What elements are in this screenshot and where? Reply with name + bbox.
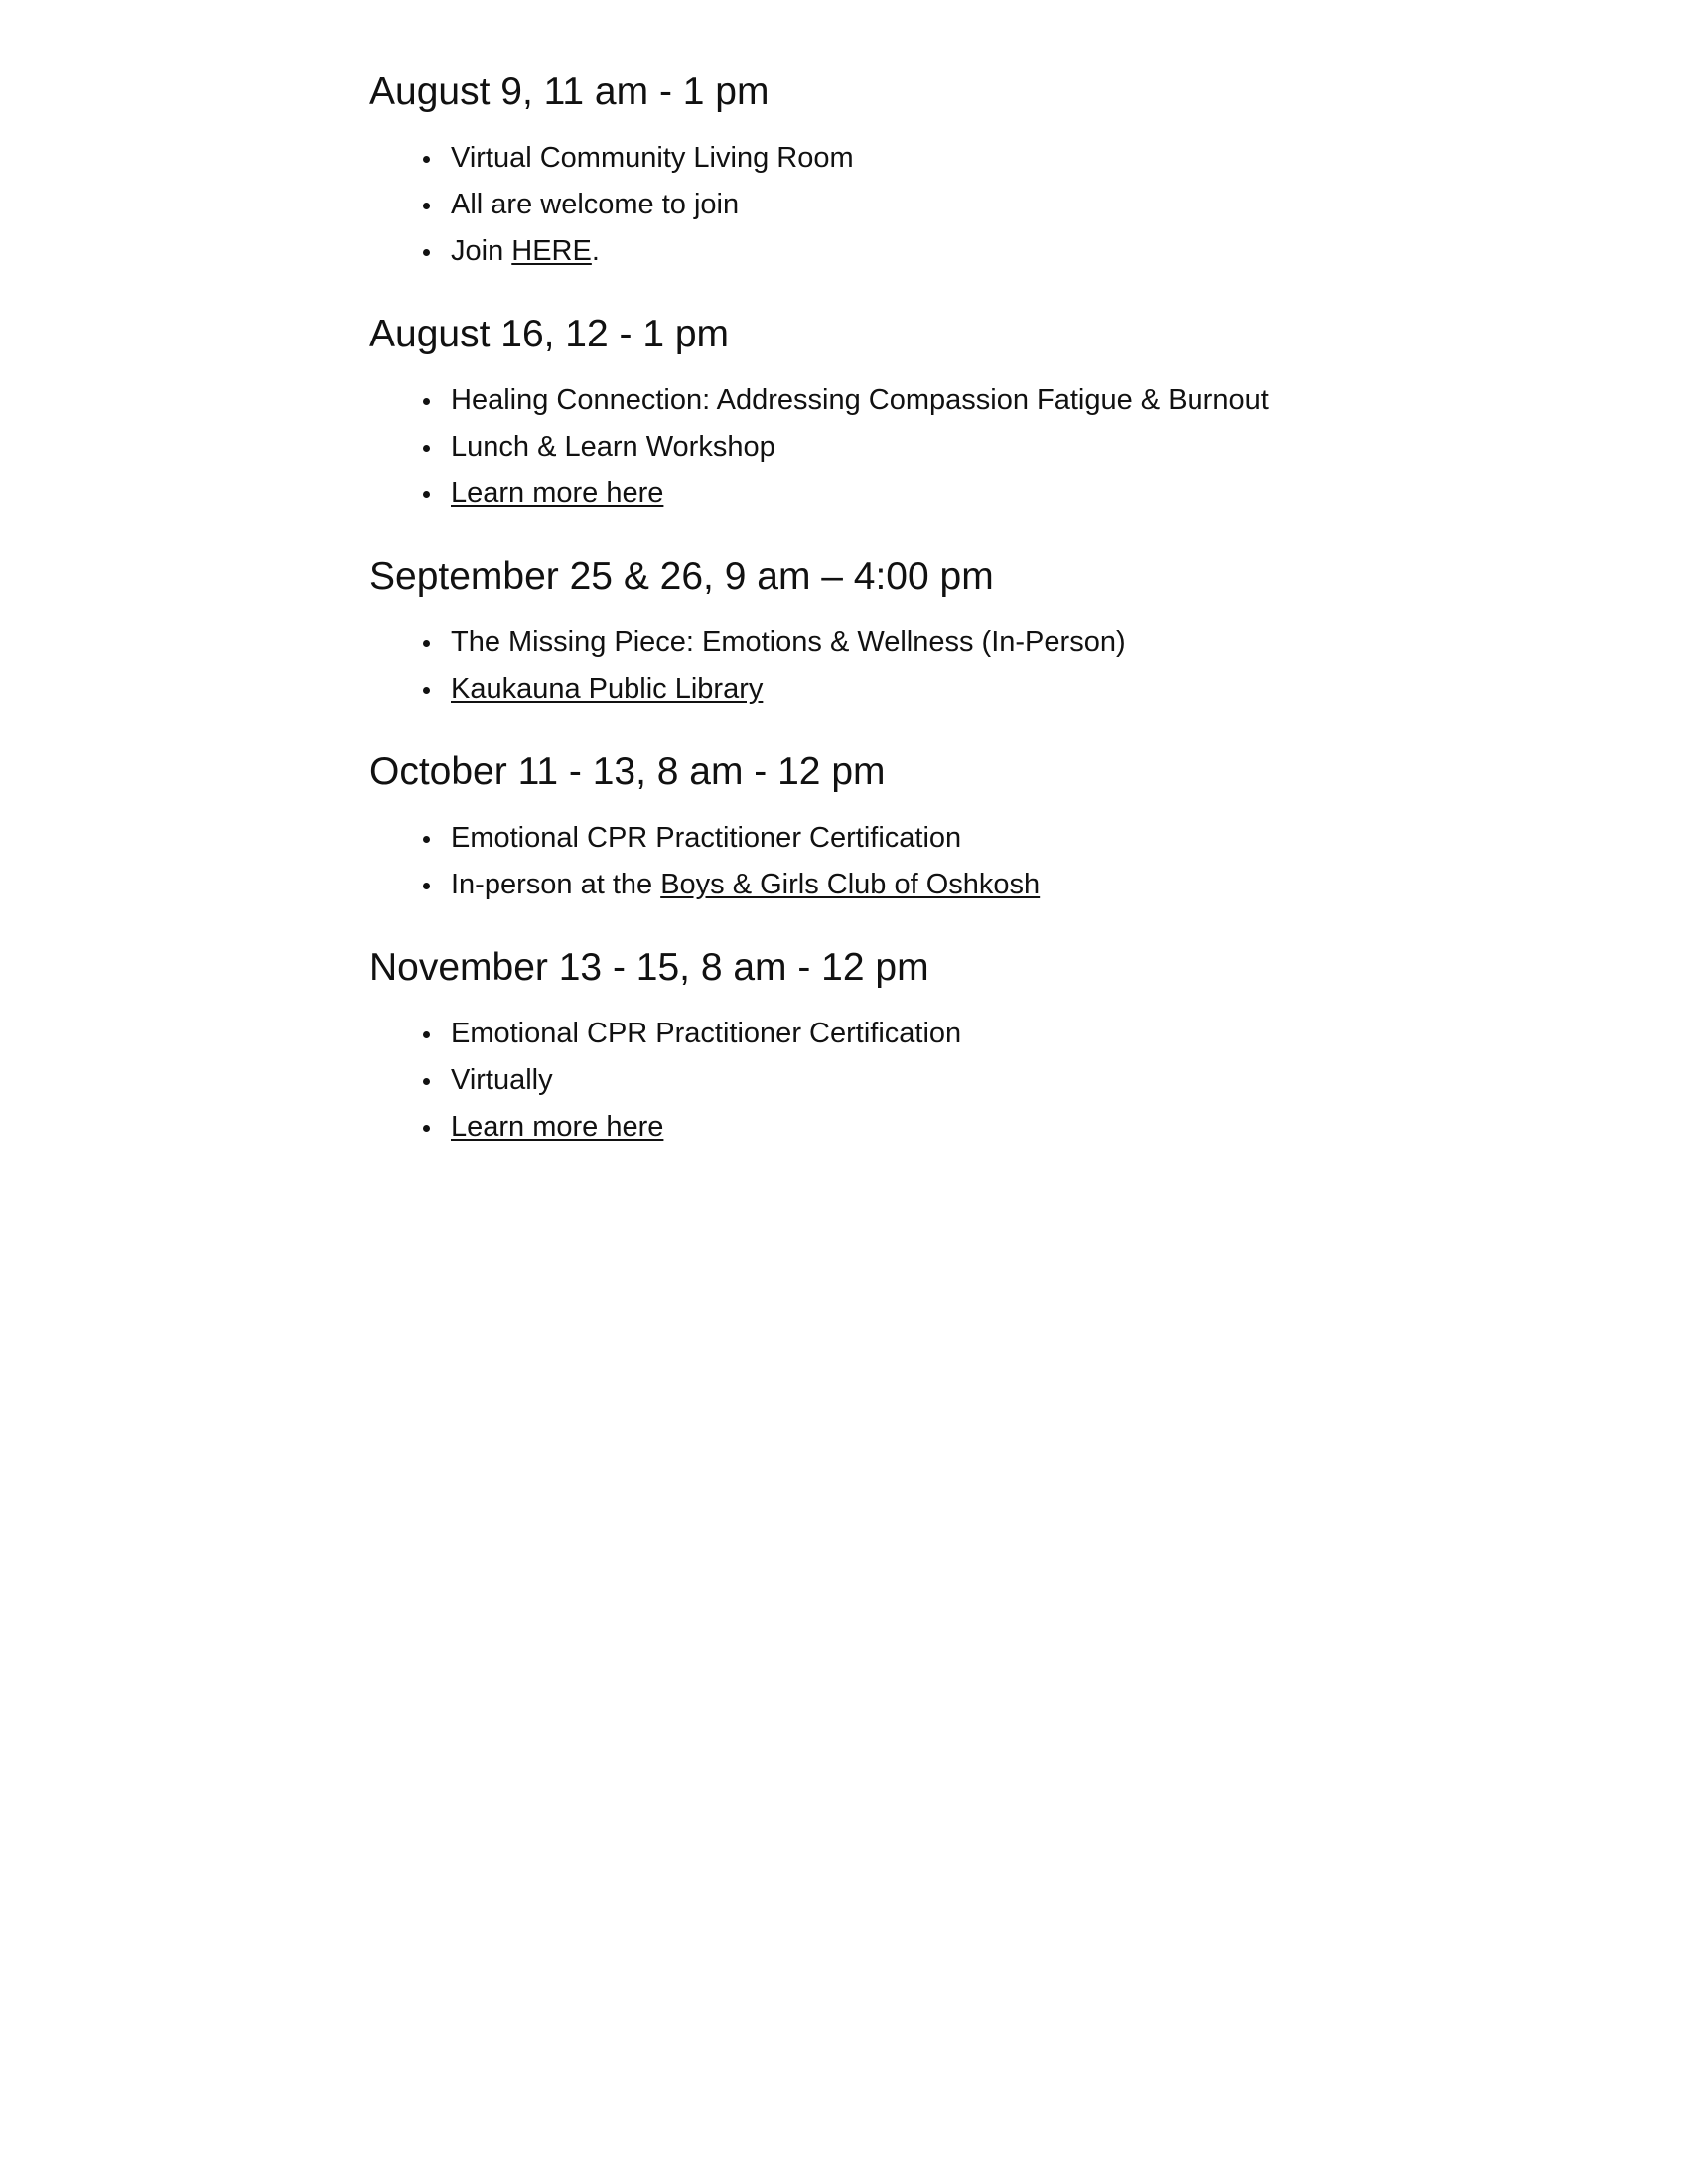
boys-girls-club-link[interactable]: Boys & Girls Club of Oshkosh [660, 869, 1041, 900]
list-item [423, 1011, 1462, 1057]
kaukauna-library-link[interactable]: Kaukauna Public Library [451, 673, 764, 705]
learn-more-link[interactable]: Learn more here [451, 1111, 664, 1143]
bullet-icon [423, 203, 430, 209]
event-details-list [369, 619, 1462, 713]
event-details-list [369, 377, 1462, 517]
item-text: The Missing Piece: Emotions & Wellness (In-Person) [451, 626, 1126, 658]
bullet-icon [423, 883, 430, 889]
event-date-heading: October 11 - 13, 8 am - 12 pm [369, 751, 886, 793]
item-text: Lunch & Learn Workshop [451, 431, 775, 463]
list-item [423, 619, 1462, 666]
event-details-list [369, 815, 1462, 908]
bullet-icon [423, 1125, 430, 1132]
event-november-13-15 [369, 941, 1462, 1151]
bullet-icon [423, 1078, 430, 1085]
bullet-icon [423, 491, 430, 498]
learn-more-link[interactable]: Learn more here [451, 478, 664, 509]
event-august-16 [369, 308, 1462, 517]
event-date-heading: November 13 - 15, 8 am - 12 pm [369, 946, 929, 989]
list-item [423, 1057, 1462, 1104]
list-item [423, 815, 1462, 862]
event-date-heading: August 16, 12 - 1 pm [369, 313, 730, 355]
list-item [423, 471, 1462, 517]
join-here-link[interactable]: HERE [511, 235, 592, 267]
bullet-icon [423, 640, 430, 647]
list-item [423, 666, 1462, 713]
event-details-list [369, 135, 1462, 275]
item-text: All are welcome to join [451, 189, 740, 220]
event-august-9 [369, 66, 1462, 275]
list-item [423, 228, 1462, 275]
list-item [423, 424, 1462, 471]
item-text: Virtual Community Living Room [451, 142, 854, 174]
bullet-icon [423, 398, 430, 405]
event-october-11-13 [369, 746, 1462, 908]
event-date-heading: August 9, 11 am - 1 pm [369, 70, 770, 113]
bullet-icon [423, 445, 430, 452]
list-item [423, 862, 1462, 908]
bullet-icon [423, 1031, 430, 1038]
event-date-heading: September 25 & 26, 9 am – 4:00 pm [369, 555, 994, 598]
item-text: Healing Connection: Addressing Compassion Fatigue & Burnout [451, 384, 1269, 416]
item-text: Emotional CPR Practitioner Certification [451, 1018, 962, 1049]
bullet-icon [423, 836, 430, 843]
item-text: Emotional CPR Practitioner Certification [451, 822, 962, 854]
item-text: Virtually [451, 1064, 553, 1096]
list-item [423, 377, 1462, 424]
bullet-icon [423, 249, 430, 256]
list-item [423, 135, 1462, 182]
bullet-icon [423, 156, 430, 163]
bullet-icon [423, 687, 430, 694]
event-september-25-26 [369, 550, 1462, 713]
item-prefix: In-person at the [451, 869, 661, 900]
item-suffix: . [591, 235, 600, 267]
list-item [423, 1104, 1462, 1151]
item-prefix: Join [451, 235, 512, 267]
event-schedule [369, 66, 1462, 1183]
list-item [423, 182, 1462, 228]
event-details-list [369, 1011, 1462, 1151]
